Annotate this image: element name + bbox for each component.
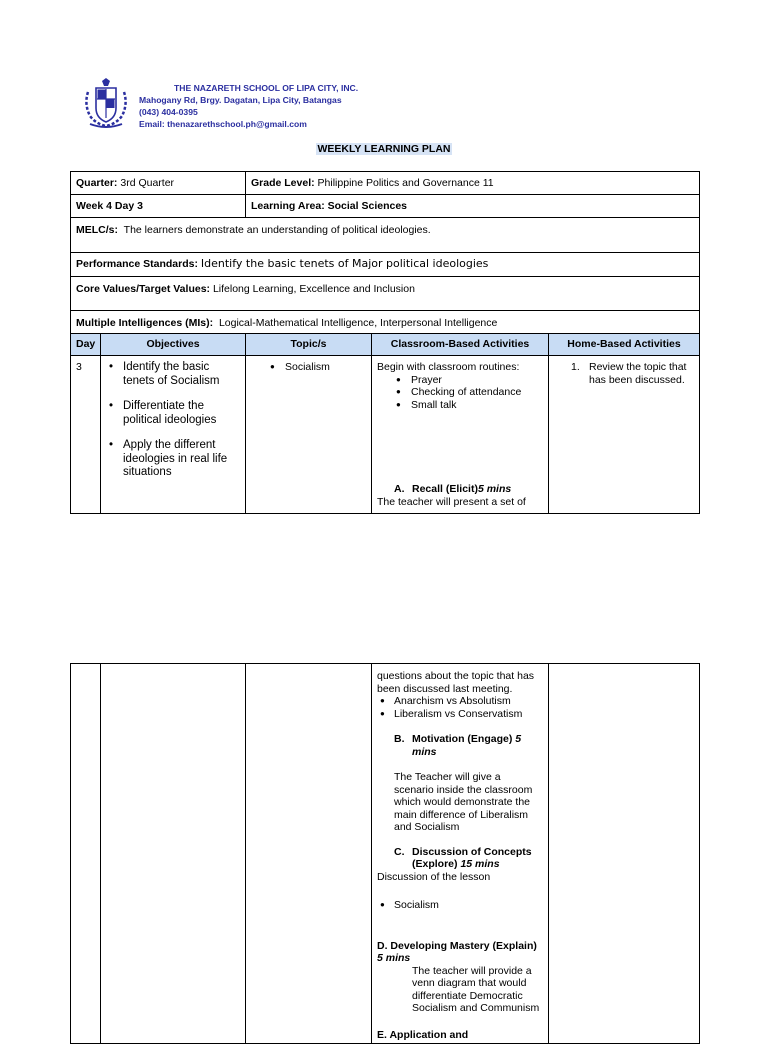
core-values-cell: Core Values/Target Values: Lifelong Learning, Excellence and Inclusion [71,277,700,311]
questions-list [377,695,543,720]
core-values-row [71,277,700,311]
home-activities-cell [549,356,700,514]
performance-row [71,253,700,277]
question-item: ● Liberalism vs Conservatism [377,708,543,721]
day-header: Day [71,334,101,356]
application-heading: E. Application and [377,1028,469,1041]
classroom-activities-cell-continued [372,664,549,1044]
discussion-heading: C. Discussion of Concepts (Explore) 15 mins [394,845,532,870]
questions-text: questions about the topic that has been discussed last meeting. [377,670,535,695]
topics-header: Topic/s [246,334,372,356]
school-name: THE NAZARETH SCHOOL OF LIPA CITY, INC. [174,83,359,93]
continued-row [71,664,700,1044]
mi-cell: Multiple Intelligences (MIs): Logical-Mathematical Intelligence, Interpersonal Intelligence [71,311,700,334]
week-cell: Week 4 Day 3 [71,195,246,218]
routine-item: ● Small talk [377,399,543,412]
school-email: Email: thenazarethschool.ph@gmail.com [139,119,307,129]
motivation-heading: B. Motivation (Engage) 5 mins [394,733,522,758]
discussion-text: Discussion of the lesson [377,870,491,883]
classroom-activities-cell [372,356,549,514]
school-info [139,82,358,130]
learning-area-cell: Learning Area: Social Sciences [246,195,700,218]
recall-text: The teacher will present a set of [377,495,526,508]
home-activity-item: 1. Review the topic that has been discussed. [571,361,687,386]
quarter-row [71,172,700,195]
discussion-topic-list [377,899,543,912]
motivation-text: The Teacher will give a scenario inside the classroom which would demonstrate the main difference of Liberalism and Socialism [394,771,533,833]
school-seal-icon [82,78,130,130]
routines-list [377,374,543,412]
school-header [82,78,482,130]
routine-item: ● Checking of attendance [377,386,543,399]
plan-row [71,356,700,514]
topics-list [251,361,366,374]
grade-level-value: Philippine Politics and Governance 11 [317,176,494,189]
topic-item: ● Socialism [251,361,366,374]
core-values-value: Lifelong Learning, Excellence and Inclusion [212,283,415,295]
grade-level-cell: Grade Level: Philippine Politics and Governance 11 [246,172,700,195]
learning-plan-table-continued [70,663,700,1044]
quarter-cell: Quarter: 3rd Quarter [71,172,246,195]
melc-value: The learners demonstrate an understanding of political ideologies. [123,224,431,236]
objective-item: • Identify the basic tenets of Socialism [106,361,240,388]
quarter-value: 3rd Quarter [120,176,175,189]
routines-intro: Begin with classroom routines: [377,361,520,373]
day-cell: 3 [71,356,101,514]
mi-value: Logical-Mathematical Intelligence, Interpersonal Intelligence [218,316,498,329]
topics-cell-continued [246,664,372,1044]
objectives-header: Objectives [101,334,246,356]
mastery-text: The teacher will provide a venn diagram that would differentiate Democratic Socialism and Communism [412,964,540,1014]
objectives-cell-continued [101,664,246,1044]
objective-item: • Apply the different ideologies in real life situations [106,439,240,480]
objectives-list [106,361,240,480]
question-item: ● Anarchism vs Absolutism [377,695,543,708]
classroom-activities-header: Classroom-Based Activities [372,334,549,356]
document-title [0,143,768,155]
school-address: Mahogany Rd, Brgy. Dagatan, Lipa City, Batangas [139,95,342,105]
objectives-cell [101,356,246,514]
melc-row [71,218,700,253]
recall-section [377,483,543,508]
performance-cell: Performance Standards: Identify the basic tenets of Major political ideologies [71,253,700,277]
topics-cell [246,356,372,514]
discussion-topic-item: ● Socialism [377,899,543,912]
week-row [71,195,700,218]
routine-item: ● Prayer [377,374,543,387]
objective-item: • Differentiate the political ideologies [106,400,240,427]
performance-value: Identify the basic tenets of Major political ideologies [200,257,489,271]
day-cell-continued [71,664,101,1044]
school-phone: (043) 404-0395 [139,107,198,117]
home-activities-header: Home-Based Activities [549,334,700,356]
mastery-heading: D. Developing Mastery (Explain) 5 mins [377,939,537,964]
mi-row [71,311,700,334]
melc-cell: MELC/s: The learners demonstrate an understanding of political ideologies. [71,218,700,253]
recall-heading: A. Recall (Elicit)5 mins [394,483,512,495]
home-activities-cell-continued [549,664,700,1044]
document-title-text: WEEKLY LEARNING PLAN [317,143,451,155]
learning-plan-table [70,171,700,514]
column-header-row [71,334,700,356]
